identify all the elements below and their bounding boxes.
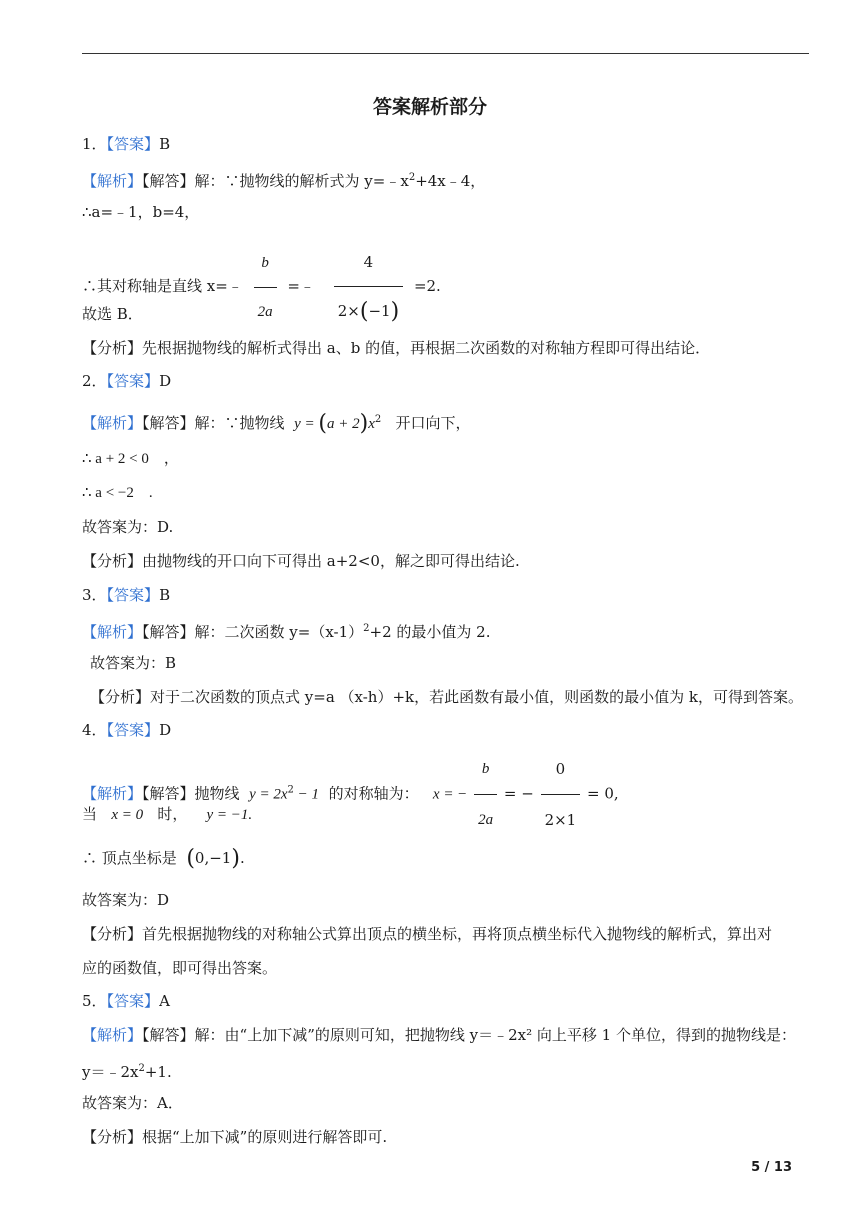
- q1-solution-line: [82, 168, 485, 191]
- q2-step-1: ∴ a + 2 < 0 ，: [82, 451, 179, 467]
- q1-answer: B: [159, 135, 171, 153]
- paren: ): [390, 299, 400, 324]
- fraction-denominator: [334, 287, 403, 334]
- q4-answer-line: [82, 720, 171, 740]
- q1-solution-tail: +4x﹣4，: [415, 172, 486, 190]
- q1-ab-values: ∴a=﹣1，b=4，: [82, 203, 200, 221]
- fenxi-tag: 【分析】: [82, 1128, 143, 1146]
- q5-solution-line: [82, 1025, 796, 1045]
- q2-analysis: [82, 551, 520, 571]
- paren: ): [359, 411, 369, 436]
- q2-step-2: ∴ a < −2 .: [82, 485, 153, 501]
- q4-time: 时，: [157, 805, 188, 823]
- jieda-tag: 【解答】: [142, 414, 195, 432]
- q4-solution-text: 抛物线: [194, 784, 240, 803]
- q5-result: [82, 1059, 172, 1082]
- q4-period: .: [239, 849, 245, 867]
- q3-solution-tail: +2 的最小值为 2.: [369, 623, 491, 641]
- q2-expr-y: y =: [294, 416, 319, 432]
- q4-analysis-line-1: [82, 924, 772, 944]
- q5-result-tail: +1.: [144, 1063, 172, 1081]
- q2-solution-tail: 开口向下，: [395, 414, 471, 432]
- jieda-tag: 【解答】: [142, 623, 195, 641]
- q4-expr: y = 2x: [249, 786, 288, 803]
- q3-answer-line: [82, 585, 170, 605]
- denominator-part: 2×: [337, 302, 360, 320]
- q4-solution-line: [82, 746, 619, 843]
- page-number: 5 / 13: [751, 1160, 792, 1175]
- q1-axis-text: ∴其对称轴是直线 x=﹣: [82, 277, 243, 295]
- fraction-numerator: 0: [541, 746, 581, 795]
- q3-solution-line: [82, 619, 491, 642]
- q3-analysis: [90, 687, 803, 707]
- q1-answer-line: [82, 134, 170, 154]
- q2-number: 2．: [82, 372, 107, 390]
- q3-conclusion: 故答案为：B: [90, 654, 177, 672]
- q4-fraction-b-2a: [474, 746, 497, 843]
- q1-solution-text: 解：∵抛物线的解析式为 y=﹣x: [194, 172, 409, 190]
- q1-analysis-text: 先根据抛物线的解析式得出 a、b 的值，再根据二次函数的对称轴方程即可得出结论．: [142, 339, 711, 357]
- jiexi-tag: 【解析】: [82, 1026, 143, 1044]
- q2-analysis-text: 由抛物线的开口向下可得出 a+2<0，解之即可得出结论.: [142, 552, 520, 570]
- answer-tag: 【答案】: [106, 372, 160, 390]
- fenxi-tag: 【分析】: [82, 552, 143, 570]
- q1-fraction-numeric: [334, 240, 403, 334]
- jiexi-tag: 【解析】: [82, 784, 143, 803]
- paren: ): [231, 846, 240, 871]
- q2-answer-line: [82, 371, 171, 391]
- answer-tag: 【答案】: [106, 135, 160, 153]
- q2-conclusion: 故答案为：D.: [82, 518, 174, 536]
- q1-axis-result: =2.: [413, 277, 441, 295]
- q4-x-value: x = 0: [111, 807, 144, 823]
- fraction-denominator: 2a: [478, 812, 494, 828]
- paren: (: [359, 299, 369, 324]
- fraction-numerator: 4: [334, 240, 403, 287]
- paren: (: [186, 846, 195, 871]
- q5-solution-text: 解：由“上加下减”的原则可知，把抛物线 y＝﹣2x² 向上平移 1 个单位，得到的抛物线是：: [194, 1026, 796, 1044]
- jieda-tag: 【解答】: [142, 172, 195, 190]
- q4-equals: = −: [503, 784, 534, 803]
- jieda-tag: 【解答】: [142, 784, 195, 803]
- q5-result-text: y＝﹣2x: [82, 1063, 139, 1081]
- q1-equals: =﹣: [287, 277, 315, 295]
- q2-solution-line: [82, 410, 471, 434]
- q5-exponent: 2: [138, 1063, 145, 1074]
- fenxi-tag: 【分析】: [90, 688, 151, 706]
- q3-exponent: 2: [363, 623, 370, 634]
- q5-answer-line: [82, 991, 170, 1011]
- q4-analysis-line-2: 应的函数值，即可得出答案。: [82, 959, 278, 977]
- q5-number: 5．: [82, 992, 107, 1010]
- q1-analysis: [82, 338, 710, 358]
- page-title: 答案解析部分: [372, 96, 487, 118]
- paren: (: [318, 411, 327, 436]
- q4-axis-label: 的对称轴为：: [328, 784, 419, 803]
- q4-step-1: [82, 804, 252, 825]
- q4-when: 当: [82, 805, 98, 823]
- q2-solution-text: 解：∵抛物线: [194, 414, 285, 432]
- q4-vertex-coord: 0,−1: [194, 849, 232, 867]
- q3-solution-text: 解：二次函数 y=（x-1）: [194, 623, 364, 641]
- q1-conclusion: 故选 B．: [82, 305, 143, 323]
- fraction-numerator: b: [474, 746, 497, 795]
- q4-number: 4．: [82, 721, 107, 739]
- q4-step-2: [82, 848, 245, 869]
- q3-number: 3．: [82, 586, 107, 604]
- header-rule: [82, 53, 809, 54]
- q3-analysis-text: 对于二次函数的顶点式 y=a （x-h）+k，若此函数有最小值，则函数的最小值为 k，可得到答案。: [150, 688, 803, 706]
- q4-exponent: 2: [287, 784, 294, 796]
- q4-eq-x: x = −: [432, 786, 468, 803]
- q1-exponent: 2: [408, 172, 416, 183]
- q5-analysis: [82, 1127, 387, 1147]
- q2-expr-inner: a + 2: [326, 416, 360, 432]
- q4-answer: D: [159, 721, 172, 739]
- q3-answer: B: [159, 586, 171, 604]
- jiexi-tag: 【解析】: [82, 414, 143, 432]
- answer-tag: 【答案】: [106, 992, 160, 1010]
- q4-expr-tail: − 1: [293, 786, 320, 803]
- q1-number: 1．: [82, 135, 107, 153]
- jieda-tag: 【解答】: [142, 1026, 195, 1044]
- fraction-numerator: b: [254, 241, 277, 288]
- answer-tag: 【答案】: [106, 721, 160, 739]
- q4-eq-result: = 0,: [587, 784, 619, 803]
- q4-conclusion: 故答案为：D: [82, 891, 170, 909]
- answer-tag: 【答案】: [106, 586, 160, 604]
- q2-exponent: 2: [374, 414, 382, 425]
- jiexi-tag: 【解析】: [82, 623, 143, 641]
- q5-conclusion: 故答案为：A．: [82, 1094, 183, 1112]
- q4-vertex-label: ∴ 顶点坐标是: [82, 849, 177, 867]
- q1-fraction-b-2a: [254, 241, 277, 334]
- fenxi-tag: 【分析】: [82, 925, 143, 943]
- q2-answer: D: [159, 372, 172, 390]
- fraction-denominator: 2a: [257, 303, 273, 320]
- q4-y-value: y = −1.: [206, 807, 253, 823]
- q5-analysis-text: 根据“上加下减”的原则进行解答即可.: [142, 1128, 388, 1146]
- q4-fraction-numeric: [541, 746, 581, 843]
- fenxi-tag: 【分析】: [82, 339, 143, 357]
- denominator-value: −1: [368, 302, 391, 320]
- q4-analysis-text: 首先根据抛物线的对称轴公式算出顶点的横坐标，再将顶点横坐标代入抛物线的解析式，算出对: [142, 925, 773, 943]
- jiexi-tag: 【解析】: [82, 172, 143, 190]
- q5-answer: A: [159, 992, 170, 1010]
- fraction-denominator: 2×1: [544, 811, 577, 829]
- q2-expr-x: x: [368, 416, 375, 432]
